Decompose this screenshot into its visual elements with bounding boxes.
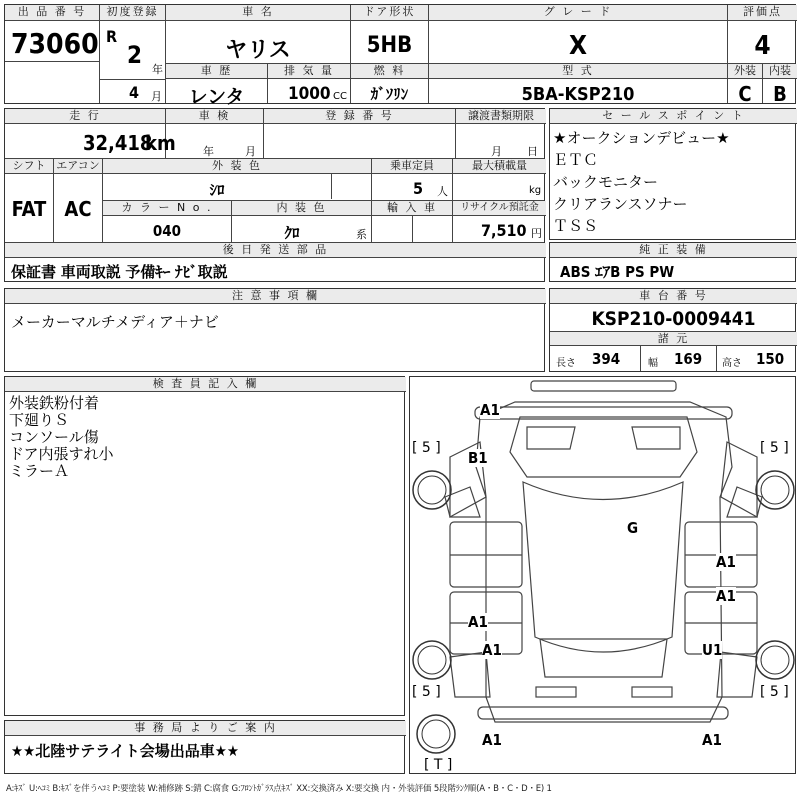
notes-header: 注 意 事 項 欄	[5, 289, 546, 304]
first-reg-header: 初度登録	[100, 5, 165, 21]
width: 169	[674, 350, 703, 368]
mark-rear-right-door: A1	[716, 587, 736, 605]
transfer-header: 譲渡書類期限	[456, 109, 546, 124]
width-label: 幅	[648, 358, 658, 369]
mileage-unit: km	[145, 131, 176, 155]
color-number: 040	[152, 222, 182, 240]
score: 4	[754, 31, 771, 61]
capacity-header: 乗車定員	[372, 159, 452, 174]
chassis-block	[549, 288, 796, 372]
interior-suffix: 系	[356, 228, 367, 241]
inspector-line: ミラーＡ	[9, 462, 70, 480]
sales-points-block	[549, 108, 796, 240]
chassis-number: KSP210-0009441	[591, 308, 756, 330]
tire-rear-right: [ 5 ]	[760, 684, 789, 700]
mark-rear-bumper-left: A1	[482, 731, 502, 749]
inspector-line: コンソール傷	[9, 428, 99, 446]
fuel-header: 燃 料	[351, 64, 428, 79]
yen-unit: 円	[531, 227, 542, 240]
transfer-day-unit: 日	[527, 145, 538, 158]
tire-spare: [ T ]	[424, 757, 453, 773]
height: 150	[756, 350, 785, 368]
grade: X	[568, 31, 588, 61]
model-code: 5BA-KSP210	[521, 84, 635, 105]
interior-color-header: 内 装 色	[232, 201, 371, 216]
model-header: 型 式	[429, 64, 727, 79]
tire-rear-left: [ 5 ]	[412, 684, 441, 700]
chassis-header: 車 台 番 号	[550, 289, 797, 304]
header-row-1	[4, 4, 796, 108]
ext-header: 外装	[728, 64, 762, 79]
capacity-unit: 人	[437, 185, 448, 198]
legend: A:ｷｽﾞ U:ﾍｺﾐ B:ｷｽﾞを伴うﾍｺﾐ P:要塗装 W:補修跡 S:錆 C:腐食 G:ﾌﾛﾝﾄｶﾞﾗｽ点ｷｽﾞ XX:交換済み X:要交換 内・外装評価 5段階ﾗﾝｸ順(A・B・C・D・E) 1	[6, 784, 552, 794]
height-label: 高さ	[722, 358, 742, 369]
history-header: 車 歴	[166, 64, 267, 79]
vehicle-info-block	[4, 108, 545, 282]
color-no-header: カ ラ ー N o .	[103, 201, 231, 216]
car-name: ヤリス	[225, 38, 291, 63]
mark-windshield: G	[627, 519, 639, 537]
inspector-line: 外装鉄粉付着	[9, 394, 100, 412]
regno-header: 登 録 番 号	[264, 109, 455, 124]
tire-circles	[410, 377, 796, 774]
mark-front-right-door: A1	[716, 553, 736, 571]
capacity: 5	[413, 179, 424, 198]
inspector-line: 下廻りＳ	[9, 411, 70, 429]
mileage-header: 走 行	[5, 109, 165, 124]
recycle-header: リサイクル預託金	[453, 201, 546, 216]
lot-number: 73060	[11, 27, 99, 60]
year-unit: 年	[152, 63, 163, 76]
later-parts: 保証書 車両取説 予備ｷｰ ﾅﾋﾞ取説	[11, 263, 228, 281]
length: 394	[592, 350, 621, 368]
door-type: 5HB	[366, 33, 413, 58]
recycle-fee: 7,510	[481, 221, 527, 240]
sales-header: セ ー ル ス ポ イ ン ト	[550, 109, 797, 124]
later-parts-header: 後 日 発 送 部 品	[5, 243, 546, 258]
office-text: ★★北陸サテライト会場出品車★★	[11, 742, 239, 760]
import-header: 輸 入 車	[372, 201, 452, 216]
notes-block	[4, 288, 545, 372]
score-header: 評価点	[728, 5, 797, 21]
history: レンタ	[188, 86, 245, 108]
fuel: ｶﾞｿﾘﾝ	[370, 85, 409, 103]
int-header: 内装	[763, 64, 797, 79]
door-header: ドア形状	[351, 5, 428, 21]
era: R	[106, 27, 118, 46]
transfer-month-unit: 月	[491, 145, 502, 158]
mark-rear-left-door: A1	[468, 613, 488, 631]
month-unit: 月	[151, 90, 162, 103]
office-block	[4, 720, 405, 774]
mark-front-left-fender: B1	[468, 449, 488, 467]
displacement-header: 排 気 量	[268, 64, 350, 79]
exterior-color: ｼﾛ	[209, 181, 225, 199]
reg-year: 2	[127, 41, 143, 69]
inspector-block	[4, 376, 405, 716]
dims-header: 諸 元	[550, 332, 797, 346]
insp-month-unit: 月	[245, 145, 256, 158]
ext-grade: C	[738, 82, 752, 106]
lot-header: 出 品 番 号	[5, 5, 99, 21]
notes-text: メーカーマルチメディア＋ナビ	[11, 313, 219, 331]
displacement: 1000	[288, 84, 331, 104]
aircon-header: エアコン	[54, 159, 102, 174]
mark-rear-left-fender: A1	[482, 641, 502, 659]
mileage: 32,418	[83, 131, 153, 155]
cc-unit: CC	[333, 91, 347, 102]
sales-item: ★オークションデビュー★	[553, 129, 730, 147]
car-name-header: 車 名	[166, 5, 350, 21]
mark-rear-bumper-right: A1	[702, 731, 722, 749]
sales-item: クリアランスソナー	[553, 195, 688, 213]
length-label: 長さ	[556, 358, 576, 369]
mark-rear-right-fender: U1	[702, 641, 723, 659]
interior-color: ｸﾛ	[284, 224, 300, 242]
reg-month: 4	[129, 83, 140, 102]
inspection-header: 車 検	[166, 109, 263, 124]
int-grade: B	[773, 82, 787, 106]
mark-front-bumper: A1	[480, 401, 500, 419]
equipment-header: 純 正 装 備	[550, 243, 797, 258]
insp-year-unit: 年	[203, 145, 214, 158]
office-header: 事 務 局 よ り ご 案 内	[5, 721, 406, 736]
equipment-list: ABS ｴｱB PS PW	[560, 263, 675, 281]
shift-header: シフト	[5, 159, 53, 174]
tire-front-right: [ 5 ]	[760, 440, 789, 456]
damage-diagram	[409, 376, 796, 774]
sales-item: バックモニター	[553, 173, 659, 191]
payload-header: 最大積載量	[453, 159, 546, 174]
inspector-line: ドア内張すれ小	[9, 445, 114, 463]
shift: FAT	[11, 197, 47, 221]
aircon: AC	[64, 197, 92, 221]
payload-unit: kg	[529, 185, 542, 196]
exterior-color-header: 外 装 色	[103, 159, 371, 174]
sales-item: ＥＴＣ	[553, 151, 599, 169]
tire-front-left: [ 5 ]	[412, 440, 441, 456]
inspector-header: 検 査 員 記 入 欄	[5, 377, 406, 392]
grade-header: グ レ ー ド	[429, 5, 727, 21]
equipment-block	[549, 242, 796, 282]
sales-item: ＴＳＳ	[553, 217, 599, 235]
